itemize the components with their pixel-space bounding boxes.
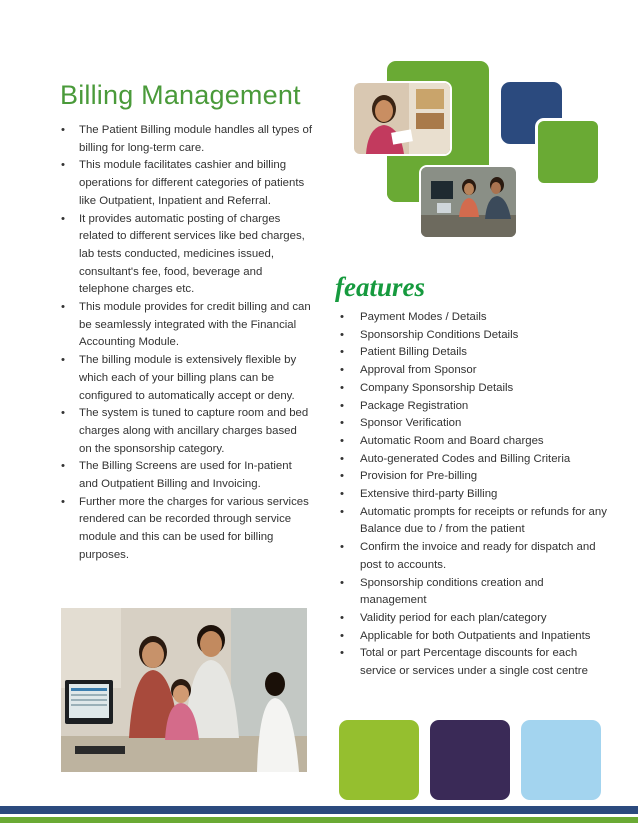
description-item-text: The system is tuned to capture room and bed charges along with ancillary charges based on the sponsorship category. bbox=[79, 407, 309, 455]
feature-item-text: Payment Modes / Details bbox=[360, 311, 487, 323]
description-item bbox=[60, 352, 312, 405]
feature-item-text: Auto-generated Codes and Billing Criteria bbox=[360, 452, 571, 465]
description-item bbox=[60, 494, 312, 565]
bullet-icon: • bbox=[61, 354, 65, 367]
bullet-icon: • bbox=[61, 159, 65, 172]
features-heading: features bbox=[335, 272, 425, 302]
bullet-icon: • bbox=[61, 301, 65, 314]
feature-item bbox=[339, 539, 611, 574]
feature-item bbox=[339, 628, 611, 646]
feature-item-text: Sponsor Verification bbox=[360, 417, 462, 430]
feature-item bbox=[339, 327, 611, 345]
bullet-icon: • bbox=[340, 470, 344, 483]
bullet-icon: • bbox=[340, 364, 344, 377]
decor-square-lime bbox=[339, 720, 419, 800]
feature-item-text: Extensive third-party Billing bbox=[360, 488, 498, 501]
bullet-icon: • bbox=[340, 576, 344, 589]
description-item-text: This module provides for credit billing and can be seamlessly integrated with the Financial Accounting Module. bbox=[79, 301, 311, 349]
bullet-icon: • bbox=[340, 611, 344, 624]
feature-item-text: Total or part Percentage discounts for each service or services under a single cost centre bbox=[360, 647, 588, 678]
feature-item-text: Provision for Pre-billing bbox=[360, 470, 478, 483]
bullet-icon: • bbox=[61, 407, 65, 420]
feature-item bbox=[339, 451, 611, 469]
description-item-text: Further more the charges for various services rendered can be recorded through service module and this can be used for billing purposes. bbox=[79, 495, 309, 561]
bullet-icon: • bbox=[340, 505, 344, 518]
feature-item bbox=[339, 362, 611, 380]
decor-square-green-right bbox=[535, 118, 601, 186]
bullet-icon: • bbox=[340, 417, 344, 430]
bullet-icon: • bbox=[61, 212, 65, 225]
feature-item-text: Validity period for each plan/category bbox=[360, 611, 547, 624]
bullet-icon: • bbox=[340, 346, 344, 359]
features-list bbox=[339, 309, 611, 681]
feature-item-text: Sponsorship Conditions Details bbox=[360, 328, 519, 341]
feature-item bbox=[339, 433, 611, 451]
feature-item bbox=[339, 309, 611, 327]
feature-item-text: Patient Billing Details bbox=[360, 346, 467, 359]
description-item bbox=[60, 211, 312, 300]
feature-item-text: Package Registration bbox=[360, 399, 469, 412]
description-item-text: The billing module is extensively flexible by which each of your billing plans can be configured to automatically accept or deny. bbox=[79, 354, 297, 402]
feature-item bbox=[339, 468, 611, 486]
bullet-icon: • bbox=[340, 647, 344, 660]
feature-item bbox=[339, 486, 611, 504]
description-item-text: The Billing Screens are used for In-patient and Outpatient Billing and Invoicing. bbox=[79, 460, 292, 491]
feature-item bbox=[339, 504, 611, 539]
feature-item-text: Automatic Room and Board charges bbox=[360, 434, 544, 447]
bullet-icon: • bbox=[340, 311, 344, 323]
feature-item bbox=[339, 575, 611, 610]
bullet-icon: • bbox=[61, 495, 65, 508]
description-item bbox=[60, 405, 312, 458]
description-item bbox=[60, 299, 312, 352]
feature-item bbox=[339, 415, 611, 433]
feature-item-text: Confirm the invoice and ready for dispatch and post to accounts. bbox=[360, 541, 596, 571]
bullet-icon: • bbox=[340, 629, 344, 642]
feature-item bbox=[339, 398, 611, 416]
feature-item bbox=[339, 645, 611, 680]
bullet-icon: • bbox=[340, 381, 344, 394]
page-title: Billing Management bbox=[60, 80, 301, 110]
feature-item-text: Company Sponsorship Details bbox=[360, 381, 514, 394]
bullet-icon: • bbox=[340, 452, 344, 465]
feature-item-text: Sponsorship conditions creation and management bbox=[360, 576, 544, 607]
feature-item-text: Automatic prompts for receipts or refunds for any Balance due to / from the patient bbox=[360, 505, 607, 536]
decor-square-skyblue bbox=[521, 720, 601, 800]
bullet-icon: • bbox=[340, 328, 344, 341]
footer-bar-navy bbox=[0, 806, 638, 814]
feature-item bbox=[339, 344, 611, 362]
feature-item-text: Applicable for both Outpatients and Inpatients bbox=[360, 629, 591, 642]
decor-square-purple bbox=[430, 720, 510, 800]
description-item bbox=[60, 458, 312, 493]
billing-description-list bbox=[60, 122, 312, 565]
bullet-icon: • bbox=[340, 434, 344, 447]
feature-item bbox=[339, 610, 611, 628]
description-item-text: The Patient Billing module handles all types of billing for long-term care. bbox=[79, 124, 313, 154]
bullet-icon: • bbox=[340, 541, 344, 554]
description-item bbox=[60, 122, 312, 157]
description-item-text: It provides automatic posting of charges related to different services like bed charges, lab tests conducted, medicines issued, consultant's fee, food, beverage and telephone charges etc. bbox=[79, 212, 305, 296]
feature-item-text: Approval from Sponsor bbox=[360, 364, 477, 377]
bullet-icon: • bbox=[61, 460, 65, 473]
description-item bbox=[60, 157, 312, 210]
billing-desk-photo bbox=[419, 165, 518, 239]
bullet-icon: • bbox=[340, 399, 344, 412]
description-item-text: This module facilitates cashier and billing operations for different categories of patients like Outpatient, Inpatient and Referral. bbox=[79, 159, 305, 207]
feature-item bbox=[339, 380, 611, 398]
family-billing-photo bbox=[61, 608, 307, 772]
footer-bar-green bbox=[0, 817, 638, 823]
bullet-icon: • bbox=[340, 488, 344, 501]
receptionist-photo bbox=[352, 81, 452, 156]
bullet-icon: • bbox=[61, 124, 65, 136]
